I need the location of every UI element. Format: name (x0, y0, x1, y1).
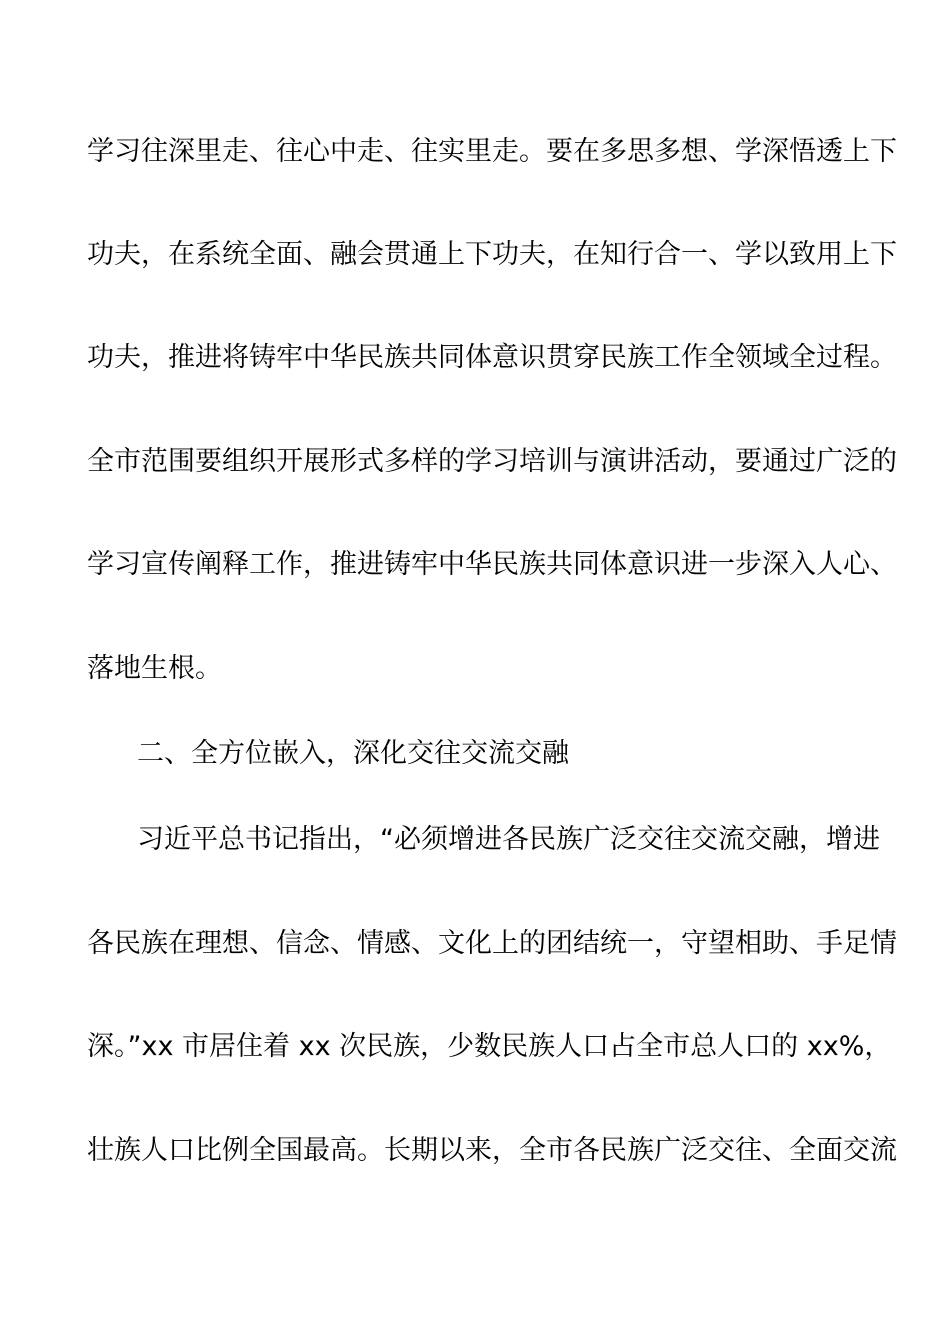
body-text-line: 壮族人口比例全国最高。长期以来，全市各民族广泛交往、全面交流 (87, 1135, 897, 1166)
body-text-line: 各民族在理想、信念、情感、文化上的团结统一，守望相助、手足情 (87, 928, 897, 959)
body-text-line: 学习往深里走、往心中走、往实里走。要在多思多想、学深悟透上下 (87, 136, 897, 167)
body-text-line: 深。”xx 市居住着 xx 次民族，少数民族人口占全市总人口的 xx%， (87, 1031, 892, 1062)
body-text-line: 全市范围要组织开展形式多样的学习培训与演讲活动，要通过广泛的 (87, 446, 897, 477)
body-text-line: 习近平总书记指出，“必须增进各民族广泛交往交流交融，增进 (137, 824, 880, 855)
body-text-line: 功夫，在系统全面、融会贯通上下功夫，在知行合一、学以致用上下 (87, 239, 897, 270)
body-text-line: 功夫，推进将铸牢中华民族共同体意识贯穿民族工作全领域全过程。 (87, 342, 897, 373)
body-text-line: 学习宣传阐释工作，推进铸牢中华民族共同体意识进一步深入人心、 (87, 549, 897, 580)
section-heading: 二、全方位嵌入，深化交往交流交融 (137, 738, 569, 769)
body-text-line: 落地生根。 (87, 653, 222, 684)
